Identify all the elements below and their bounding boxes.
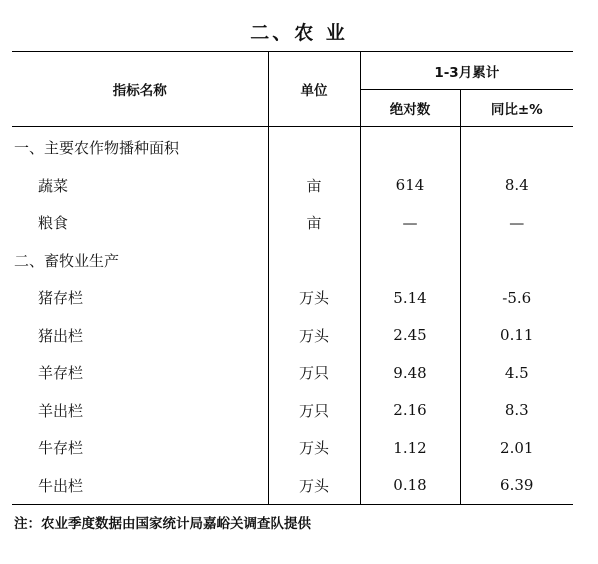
table-row bbox=[12, 204, 573, 242]
row-unit bbox=[268, 127, 360, 167]
row-name: 蔬菜 bbox=[38, 176, 69, 195]
table-row bbox=[12, 467, 573, 505]
table-row bbox=[12, 354, 573, 392]
row-name: 二、畜牧业生产 bbox=[14, 251, 120, 270]
row-value: 2.45 bbox=[360, 317, 460, 355]
row-value bbox=[360, 242, 460, 280]
footnote: 注：农业季度数据由国家统计局嘉峪关调查队提供 bbox=[14, 516, 311, 532]
table-row bbox=[12, 279, 573, 317]
row-change: 8.3 bbox=[460, 392, 573, 430]
row-value: 1.12 bbox=[360, 429, 460, 467]
table-row bbox=[12, 317, 573, 355]
row-name: 一、主要农作物播种面积 bbox=[14, 139, 180, 158]
row-change: 2.01 bbox=[460, 429, 573, 467]
row-name: 猪存栏 bbox=[38, 289, 84, 308]
agriculture-table bbox=[12, 51, 573, 505]
row-unit: 亩 bbox=[268, 204, 360, 242]
row-name: 粮食 bbox=[38, 214, 69, 233]
row-value: 5.14 bbox=[360, 279, 460, 317]
header-absolute-value: 绝对数 bbox=[360, 90, 460, 127]
row-name: 牛出栏 bbox=[12, 467, 268, 505]
row-unit: 万只 bbox=[268, 354, 360, 392]
row-unit: 万头 bbox=[268, 317, 360, 355]
row-change bbox=[460, 127, 573, 167]
row-change: 0.11 bbox=[460, 317, 573, 355]
row-change: 4.5 bbox=[460, 354, 573, 392]
row-change bbox=[460, 242, 573, 280]
page-title: 二、农 业 bbox=[250, 22, 348, 44]
row-value: 0.18 bbox=[360, 467, 460, 505]
table-row bbox=[12, 242, 573, 280]
row-name: 猪出栏 bbox=[38, 326, 84, 345]
header-yoy-change: 同比±% bbox=[460, 90, 573, 127]
row-name: 羊存栏 bbox=[38, 364, 84, 383]
row-change: 8.4 bbox=[460, 167, 573, 205]
row-change: -5.6 bbox=[460, 279, 573, 317]
table-row bbox=[12, 167, 573, 205]
row-value bbox=[360, 127, 460, 167]
table-row bbox=[12, 127, 573, 167]
row-value: 9.48 bbox=[360, 354, 460, 392]
row-change: 6.39 bbox=[460, 467, 573, 505]
row-unit: 万只 bbox=[268, 392, 360, 430]
row-change: — bbox=[460, 204, 573, 242]
row-unit: 万头 bbox=[268, 467, 360, 505]
row-unit: 万头 bbox=[268, 279, 360, 317]
table-row bbox=[12, 429, 573, 467]
row-name: 牛存栏 bbox=[38, 439, 84, 458]
row-name: 羊出栏 bbox=[38, 401, 84, 420]
header-indicator-name: 指标名称 bbox=[12, 52, 268, 127]
header-unit: 单位 bbox=[268, 52, 360, 127]
header-cumulative-group: 1-3月累计 bbox=[360, 52, 573, 90]
row-unit: 亩 bbox=[268, 167, 360, 205]
table-row bbox=[12, 392, 573, 430]
row-unit bbox=[268, 242, 360, 280]
row-value: — bbox=[360, 204, 460, 242]
row-value: 614 bbox=[360, 167, 460, 205]
row-unit: 万头 bbox=[268, 429, 360, 467]
row-value: 2.16 bbox=[360, 392, 460, 430]
